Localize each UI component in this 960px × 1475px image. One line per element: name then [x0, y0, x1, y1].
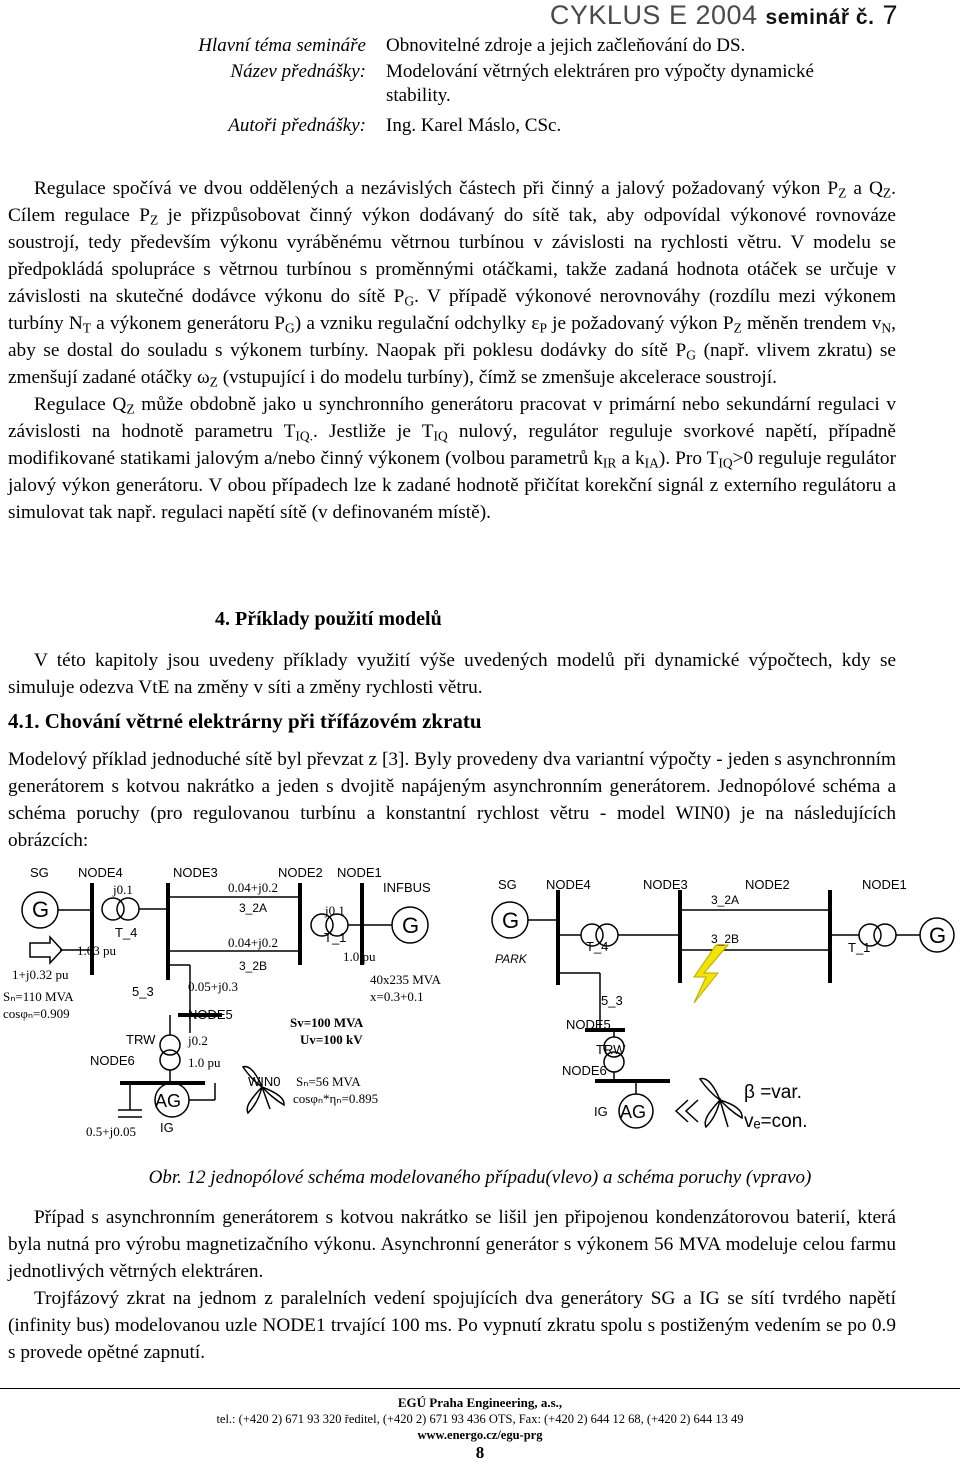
- page-header: [0, 0, 960, 140]
- label-infbus-power: 40x235 MVA: [370, 972, 441, 987]
- footer-website: www.energo.cz/egu-prg: [417, 1428, 543, 1442]
- label-t4: T_4: [115, 925, 138, 940]
- label-node2: NODE2: [278, 865, 323, 880]
- page-number: 8: [475, 1443, 485, 1462]
- header-label: Hlavní téma semináře: [198, 35, 366, 56]
- header-label: Autoři přednášky:: [228, 115, 366, 136]
- label-t4-right: T_4: [586, 939, 609, 954]
- label-line-5-3-right: 5_3: [601, 993, 623, 1008]
- label-j01-t4: j0.1: [113, 882, 133, 897]
- label-sg-power-factor: cosφₙ=0.909: [3, 1006, 70, 1021]
- footer-company: EGÚ Praha Engineering, a.s.,: [397, 1395, 563, 1410]
- header-value: Ing. Karel Máslo, CSc.: [386, 115, 562, 136]
- label-infbus-reactance: x=0.3+0.1: [370, 989, 424, 1004]
- label-base-power: Sv=100 MVA: [290, 1015, 364, 1030]
- figure-schematics: [0, 855, 960, 1150]
- label-j02-trw: j0.2: [188, 1033, 208, 1048]
- footer-phones: tel.: (+420 2) 671 93 320 ředitel, (+420 2) 671 93 436 OTS, Fax: (+420 2) 644 12 68, (+420 2) 644 13 49: [216, 1412, 744, 1426]
- seminar-number: 7: [882, 0, 898, 30]
- seminar-brand: [550, 0, 898, 31]
- label-infbus: INFBUS: [383, 880, 431, 895]
- label-sg-right: SG: [498, 877, 517, 892]
- label-win0: WIN0: [248, 1074, 281, 1089]
- label-voltage-sg: 1.03 pu: [77, 943, 116, 958]
- label-t1: T_1: [324, 930, 347, 945]
- ag-generator-letters: AG: [155, 1091, 182, 1111]
- paragraph-reactive-power: Regulace $Q_Z$ může obdobně jako u synchronního generátoru pracovat v primární nebo sekundární regulaci v závislosti na hodnotě parametru $T_{IQ.}$. Jestliže je $T_{IQ}$ nulový, regulátor reguluje svorkové napětí, případně modifikované statikami jalovým a/nebo činný výkonem (volbou parametrů $k_{IR}$ a $k_{IA}$). Pro $T_{IQ}>0$ reguluje regulátor jalový výkon generátoru. V obou případech lze k zadané hodnotě přičítat korekční signál z externího regulátoru a simulovat tak např. regulaci napětí sítě (v definovaném místě).: [8, 394, 896, 523]
- figure-caption: Obr. 12 jednopólové schéma modelovaného případu(vlevo) a schéma poruchy (vpravo): [148, 1167, 812, 1188]
- label-line-3-2b: 3_2B: [239, 959, 268, 973]
- label-line-3-2a: 3_2A: [239, 901, 268, 915]
- label-node3-right: NODE3: [643, 877, 688, 892]
- page-footer: [0, 1388, 960, 1461]
- sg-generator-letter: G: [32, 897, 50, 922]
- label-trw: TRW: [126, 1032, 156, 1047]
- paragraph-section4-intro: V této kapitoly jsou uvedeny příklady využití výše uvedených modelů při dynamické výpočtech, kdy se simuluje odezva VtE na změny v síti a změny rychlosti větru.: [8, 650, 896, 698]
- label-node1: NODE1: [337, 865, 382, 880]
- label-trw-right: TRW: [596, 1042, 626, 1057]
- label-t1-right: T_1: [848, 940, 871, 955]
- left-single-line-diagram: [22, 883, 428, 1117]
- label-node6-right: NODE6: [562, 1063, 607, 1078]
- label-sg-rated-power: Sₙ=110 MVA: [3, 989, 74, 1004]
- header-label: Název přednášky:: [230, 61, 366, 82]
- seminar-label: seminář č.: [765, 6, 875, 29]
- label-node5-right: NODE5: [566, 1017, 611, 1032]
- label-pitch-variable: β =var.: [744, 1082, 802, 1103]
- body-text-section4: [8, 647, 896, 701]
- label-line-impedance-b: 0.04+j0.2: [228, 935, 278, 950]
- infbus-generator-letter-right: G: [929, 923, 947, 948]
- label-capacitor-impedance: 0.5+j0.05: [86, 1124, 136, 1139]
- label-node3: NODE3: [173, 865, 218, 880]
- label-base-voltage: Uv=100 kV: [300, 1032, 363, 1047]
- label-node2-right: NODE2: [745, 877, 790, 892]
- label-node6: NODE6: [90, 1053, 135, 1068]
- label-node5: NODE5: [188, 1007, 233, 1022]
- body-text-regulation: [8, 175, 896, 526]
- label-sg: SG: [30, 865, 49, 880]
- label-ig-rated-power: Sₙ=56 MVA: [296, 1074, 361, 1089]
- label-line-3-2b-right: 3_2B: [711, 932, 740, 946]
- label-voltage-node6: 1.0 pu: [188, 1055, 221, 1070]
- right-fault-diagram: [492, 890, 954, 1128]
- label-node4: NODE4: [78, 865, 123, 880]
- paragraph-active-power: Regulace spočívá ve dvou oddělených a nezávislých částech při činný a jalový požadovaný výkon $P_Z$ a $Q_Z$. Cílem regulace $P_Z$ je přizpůsobovat činný výkon dodávaný do sítě tak, aby odpovídal výkonové rovnováze soustrojí, tedy především výkonu vyráběnému větrnou turbínou v závislosti na rychlosti větru. V modelu se předpokládá spolupráce s větrnou turbínou s proměnnými otáčkami, takže zadaná hodnota otáček se určuje v závislosti na skutečné dodávce výkonu do sítě $P_G$. V případě výkonové nerovnováhy (rozdílu mezi výkonem turbíny $N_T$ a výkonem generátoru $P_G$) a vzniku regulační odchylky $\varepsilon_P$ je požadovaný výkon $P_Z$ měněn trendem $v_N$, aby se dostal do souladu s výkonem turbíny. Naopak při poklesu dodávky do sítě $P_G$ (např. vlivem zkratu) se zmenšují zadané otáčky $\omega_Z$ (vstupující i do modelu turbíny), čímž se zmenšuje akcelerace soustrojí.: [8, 178, 897, 390]
- figure-svg: [0, 855, 960, 1150]
- label-ig: IG: [160, 1120, 174, 1135]
- wind-turbine-icon-right: [700, 1079, 742, 1127]
- label-park: PARK: [495, 952, 527, 966]
- paragraph-model-example: Modelový příklad jednoduché sítě byl převzat z [3]. Byly provedeny dva variantní výpočty - jeden s asynchronním generátorem s kotvou nakrátko a jeden s dvojitě napájeným asynchronním generátorem. Jednopólové schéma a schéma poruchy (pro regulovanou turbínu a konstantní rychlost větru - model WIN0) je na následujících obrázcích:: [8, 749, 896, 851]
- label-line-5-3: 5_3: [132, 984, 154, 999]
- fault-lightning-icon: [694, 945, 728, 1003]
- label-ig-right: IG: [594, 1104, 608, 1119]
- label-voltage-infbus: 1.0 pu: [343, 949, 376, 964]
- label-j01-t1: j0.1: [325, 903, 345, 918]
- label-node1-right: NODE1: [862, 877, 907, 892]
- sg-generator-letter-right: G: [502, 908, 520, 933]
- label-node4-right: NODE4: [546, 877, 591, 892]
- ag-generator-letters-right: AG: [620, 1102, 647, 1122]
- header-value: Obnovitelné zdroje a jejich začleňování do DS.: [386, 35, 746, 56]
- label-line-3-2a-right: 3_2A: [711, 893, 740, 907]
- section-heading-4-1: 4.1. Chování větrné elektrárny při třífázovém zkratu: [8, 709, 482, 733]
- sg-arrow-icon: [30, 937, 62, 963]
- paragraph-three-phase-fault: Trojfázový zkrat na jednom z paralelních vedení spojujících dva generátory SG a IG se sítí tvrdého napětí (infinity bus) modelovanou uzle NODE1 trvající 100 ms. Po vypnutí zkratu spolu s postiženým vedením se po 0.9 s provede opětné zapnutí.: [8, 1288, 896, 1363]
- label-sg-impedance: 1+j0.32 pu: [12, 967, 69, 982]
- body-text-after-figure: [8, 1204, 896, 1366]
- brand-title: CYKLUS E 2004: [549, 0, 758, 30]
- label-wind-constant: vₑ=con.: [744, 1111, 808, 1132]
- infbus-generator-letter: G: [402, 913, 420, 938]
- label-line-impedance-c: 0.05+j0.3: [188, 979, 238, 994]
- header-value: Modelování větrných elektráren pro výpočty dynamické stability.: [386, 61, 814, 106]
- body-text-section41: [8, 746, 896, 854]
- paragraph-asynchronous-case: Případ s asynchronním generátorem s kotvou nakrátko se lišil jen připojenou kondenzátorovou baterií, která byla nutná pro výrobu magnetizačního výkonu. Asynchronní generátor s výkonem 56 MVA modeluje celou farmu jednotlivých větrných elektráren.: [8, 1207, 896, 1282]
- label-line-impedance-a: 0.04+j0.2: [228, 880, 278, 895]
- label-ig-efficiency: cosφₙ*ηₙ=0.895: [293, 1091, 379, 1106]
- wind-arrows-icon: [676, 1100, 698, 1122]
- section-heading-4: 4. Příklady použití modelů: [215, 608, 442, 630]
